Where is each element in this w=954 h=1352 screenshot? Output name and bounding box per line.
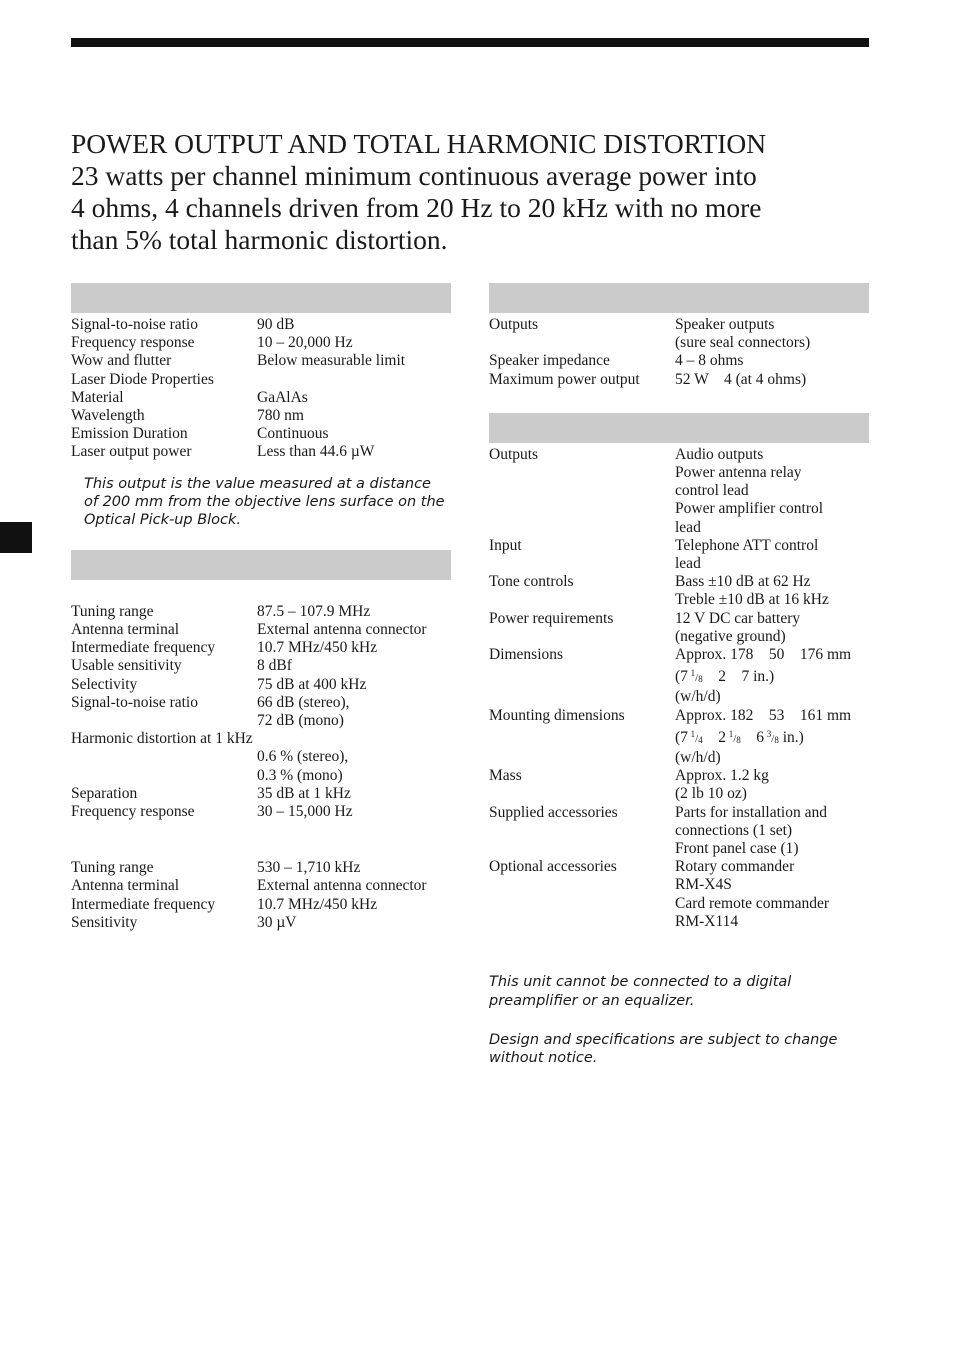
cd-player-specs bbox=[71, 316, 451, 462]
spec-row bbox=[489, 646, 869, 707]
spec-row bbox=[71, 877, 451, 895]
spec-value: RM-X4S bbox=[675, 876, 732, 894]
spec-value: 72 dB (mono) bbox=[257, 712, 344, 730]
spec-value: Approx. 182 53 161 mm bbox=[675, 706, 852, 724]
note-line: This unit cannot be connected to a digital bbox=[489, 974, 792, 991]
spec-label: Emission Duration bbox=[71, 425, 188, 443]
fraction-whole: 7 bbox=[680, 668, 688, 686]
spec-value: Power amplifier control bbox=[675, 500, 824, 518]
spec-row bbox=[71, 621, 451, 639]
fraction-whole: 2 bbox=[718, 728, 726, 746]
spec-value: 8 dBf bbox=[257, 657, 292, 675]
spec-value: lead bbox=[675, 518, 701, 536]
fraction-whole: 6 bbox=[756, 728, 765, 746]
note-line: Optical Pick-up Block. bbox=[84, 512, 242, 529]
spec-label: Separation bbox=[71, 784, 138, 802]
am-tuner-specs bbox=[71, 859, 451, 932]
laser-output-note bbox=[84, 475, 451, 530]
spec-label: Usable sensitivity bbox=[71, 657, 182, 675]
note-line: preamplifier or an equalizer. bbox=[489, 992, 695, 1009]
spec-value: 12 V DC car battery bbox=[675, 609, 801, 627]
note-line: This output is the value measured at a distance bbox=[84, 475, 431, 492]
spec-row bbox=[489, 707, 869, 768]
spec-value: (sure seal connectors) bbox=[675, 334, 811, 352]
spec-row bbox=[71, 694, 451, 712]
fraction-denominator: 4 bbox=[698, 734, 703, 745]
spec-value: 90 dB bbox=[257, 316, 295, 333]
spec-value: 87.5 – 107.9 MHz bbox=[257, 602, 371, 620]
spec-value: 10 – 20,000 Hz bbox=[257, 334, 353, 352]
spec-value: 30 – 15,000 Hz bbox=[257, 803, 353, 821]
spec-value: RM-X114 bbox=[675, 912, 739, 930]
spec-value: GaAlAs bbox=[257, 388, 308, 406]
spec-label: Outputs bbox=[489, 445, 539, 463]
spec-row bbox=[489, 573, 869, 609]
spec-label: Dimensions bbox=[489, 646, 564, 664]
spec-label bbox=[71, 712, 257, 730]
note-line: Design and specifications are subject to change bbox=[489, 1031, 838, 1048]
spec-value: 780 nm bbox=[257, 407, 304, 425]
fraction-denominator: 8 bbox=[774, 734, 779, 745]
spec-row bbox=[71, 730, 451, 748]
spec-label: Power requirements bbox=[489, 609, 614, 627]
spec-value: Rotary commander bbox=[675, 858, 795, 876]
specs-change-note bbox=[489, 1031, 869, 1068]
fraction-denominator: 8 bbox=[698, 674, 703, 685]
spec-row bbox=[71, 657, 451, 675]
spec-value: 10.7 MHz/450 kHz bbox=[257, 895, 378, 913]
fraction-numerator: 1 bbox=[728, 728, 734, 739]
spec-value: Speaker outputs bbox=[675, 316, 775, 333]
spec-value: connections (1 set) bbox=[675, 821, 793, 839]
spec-value: (7 $^1$/8 2 7 in.) bbox=[675, 668, 775, 686]
tuner-section-bar bbox=[71, 550, 451, 580]
spec-value: Approx. 178 50 176 mm bbox=[675, 646, 852, 664]
power-amp-section-bar bbox=[489, 283, 869, 313]
spec-label: Selectivity bbox=[71, 675, 138, 693]
spec-row bbox=[489, 316, 869, 352]
spec-row bbox=[489, 858, 869, 931]
spec-row bbox=[71, 785, 451, 803]
spec-label: Speaker impedance bbox=[489, 352, 610, 370]
spec-row bbox=[489, 371, 869, 389]
spec-label: Laser output power bbox=[71, 443, 192, 461]
spec-row bbox=[71, 603, 451, 621]
spec-label: Wow and flutter bbox=[71, 352, 172, 370]
spec-row bbox=[71, 352, 451, 370]
spec-value: External antenna connector bbox=[257, 621, 427, 639]
spec-row bbox=[71, 639, 451, 657]
spec-label: Signal-to-noise ratio bbox=[71, 693, 198, 711]
spec-value: 4 – 8 ohms bbox=[675, 352, 744, 370]
spec-value: 30 µV bbox=[257, 913, 297, 931]
headline-line: 23 watts per channel minimum continuous average power into bbox=[71, 160, 757, 191]
headline-line: POWER OUTPUT AND TOTAL HARMONIC DISTORTION bbox=[71, 128, 767, 159]
right-column bbox=[489, 283, 869, 1068]
spec-row bbox=[71, 859, 451, 877]
spec-label: Tone controls bbox=[489, 573, 574, 591]
spec-label: Supplied accessories bbox=[489, 803, 618, 821]
spec-label: Mounting dimensions bbox=[489, 706, 625, 724]
spec-value: (negative ground) bbox=[675, 627, 786, 645]
headline-line: than 5% total harmonic distortion. bbox=[71, 224, 448, 255]
headline-line: 4 ohms, 4 channels driven from 20 Hz to 20 kHz with no more bbox=[71, 192, 762, 223]
spec-row bbox=[489, 610, 869, 646]
spec-value: 530 – 1,710 kHz bbox=[257, 859, 361, 877]
spec-label: Outputs bbox=[489, 316, 539, 333]
power-amp-specs bbox=[489, 316, 869, 389]
spec-value: control lead bbox=[675, 482, 749, 500]
spec-value: Front panel case (1) bbox=[675, 840, 799, 858]
spec-value-tail: in.) bbox=[778, 728, 804, 746]
spec-label: Tuning range bbox=[71, 602, 154, 620]
spec-value: 0.3 % (mono) bbox=[257, 766, 343, 784]
spec-value: Below measurable limit bbox=[257, 352, 406, 370]
spec-label: Maximum power output bbox=[489, 370, 640, 388]
spec-row bbox=[71, 803, 451, 821]
spec-value: 52 W 4 (at 4 ohms) bbox=[675, 370, 807, 388]
spec-label: Mass bbox=[489, 767, 522, 785]
fraction-numerator: 1 bbox=[690, 728, 696, 739]
spec-value: Telephone ATT control bbox=[675, 536, 819, 554]
spec-row bbox=[71, 712, 451, 730]
fm-tuner-specs bbox=[71, 603, 451, 821]
spec-label: Wavelength bbox=[71, 407, 145, 425]
spec-label: Intermediate frequency bbox=[71, 639, 216, 657]
general-specs bbox=[489, 446, 869, 931]
spec-row bbox=[71, 767, 451, 785]
spec-label: Frequency response bbox=[71, 803, 195, 821]
spec-value: Continuous bbox=[257, 425, 329, 443]
spec-row bbox=[71, 748, 451, 766]
spec-label: Signal-to-noise ratio bbox=[71, 316, 198, 333]
spec-label: Optional accessories bbox=[489, 858, 617, 876]
spec-label: Intermediate frequency bbox=[71, 895, 216, 913]
note-line: of 200 mm from the objective lens surface on the bbox=[84, 494, 445, 511]
spec-row bbox=[71, 914, 451, 932]
spec-row bbox=[489, 446, 869, 537]
spec-value: (7 $^1$/4 2 $^1$/8 6 $^3$/8 in.) bbox=[675, 728, 804, 746]
fraction-numerator: 1 bbox=[690, 668, 696, 679]
spec-label: Tuning range bbox=[71, 859, 154, 877]
spec-value: lead bbox=[675, 555, 701, 573]
spec-label: Harmonic distortion at 1 kHz bbox=[71, 730, 253, 748]
spec-label: Sensitivity bbox=[71, 913, 138, 931]
left-column bbox=[71, 283, 451, 932]
spec-value: External antenna connector bbox=[257, 877, 427, 895]
spec-value-tail: 2 7 in.) bbox=[702, 668, 775, 686]
spec-row bbox=[71, 334, 451, 352]
cd-player-section-bar bbox=[71, 283, 451, 313]
spec-value: (2 lb 10 oz) bbox=[675, 785, 747, 803]
spec-row bbox=[71, 389, 451, 407]
fraction-numerator: 3 bbox=[766, 728, 772, 739]
spec-value: 75 dB at 400 kHz bbox=[257, 675, 367, 693]
note-line: without notice. bbox=[489, 1050, 598, 1067]
spec-row bbox=[71, 896, 451, 914]
spec-value: Power antenna relay bbox=[675, 464, 802, 482]
spec-value: Audio outputs bbox=[675, 445, 764, 463]
side-tab-marker bbox=[0, 522, 32, 553]
spec-row bbox=[71, 407, 451, 425]
spec-label: Laser Diode Properties bbox=[71, 370, 214, 388]
top-rule bbox=[71, 38, 869, 47]
spec-value: 66 dB (stereo), bbox=[257, 693, 350, 711]
spec-value: Treble ±10 dB at 16 kHz bbox=[675, 591, 829, 609]
general-section-bar bbox=[489, 413, 869, 443]
spec-row bbox=[489, 352, 869, 370]
spec-row bbox=[489, 537, 869, 573]
fraction-whole: 7 bbox=[680, 728, 688, 746]
spec-row bbox=[71, 676, 451, 694]
spec-value: 0.6 % (stereo), bbox=[257, 748, 349, 766]
spec-value: Less than 44.6 µW bbox=[257, 443, 375, 461]
spec-label: Antenna terminal bbox=[71, 877, 180, 895]
spec-row bbox=[71, 316, 451, 334]
spec-label: Frequency response bbox=[71, 334, 195, 352]
spec-value: (w/h/d) bbox=[675, 749, 721, 767]
spec-value: Card remote commander bbox=[675, 894, 830, 912]
spec-row bbox=[71, 371, 451, 389]
spec-value: (w/h/d) bbox=[675, 688, 721, 706]
spec-row bbox=[71, 425, 451, 443]
spec-label: Antenna terminal bbox=[71, 621, 180, 639]
spec-value: Bass ±10 dB at 62 Hz bbox=[675, 573, 811, 591]
spec-value: Approx. 1.2 kg bbox=[675, 767, 769, 785]
spec-value: 35 dB at 1 kHz bbox=[257, 784, 351, 802]
spec-row bbox=[489, 767, 869, 803]
spec-row bbox=[489, 804, 869, 859]
power-output-headline bbox=[71, 128, 871, 256]
spec-label: Material bbox=[71, 388, 124, 406]
connection-note bbox=[489, 973, 869, 1010]
spec-row bbox=[71, 443, 451, 461]
spec-value: Parts for installation and bbox=[675, 803, 827, 821]
spec-label: Input bbox=[489, 536, 522, 554]
fraction-denominator: 8 bbox=[736, 734, 741, 745]
spec-value: 10.7 MHz/450 kHz bbox=[257, 639, 378, 657]
